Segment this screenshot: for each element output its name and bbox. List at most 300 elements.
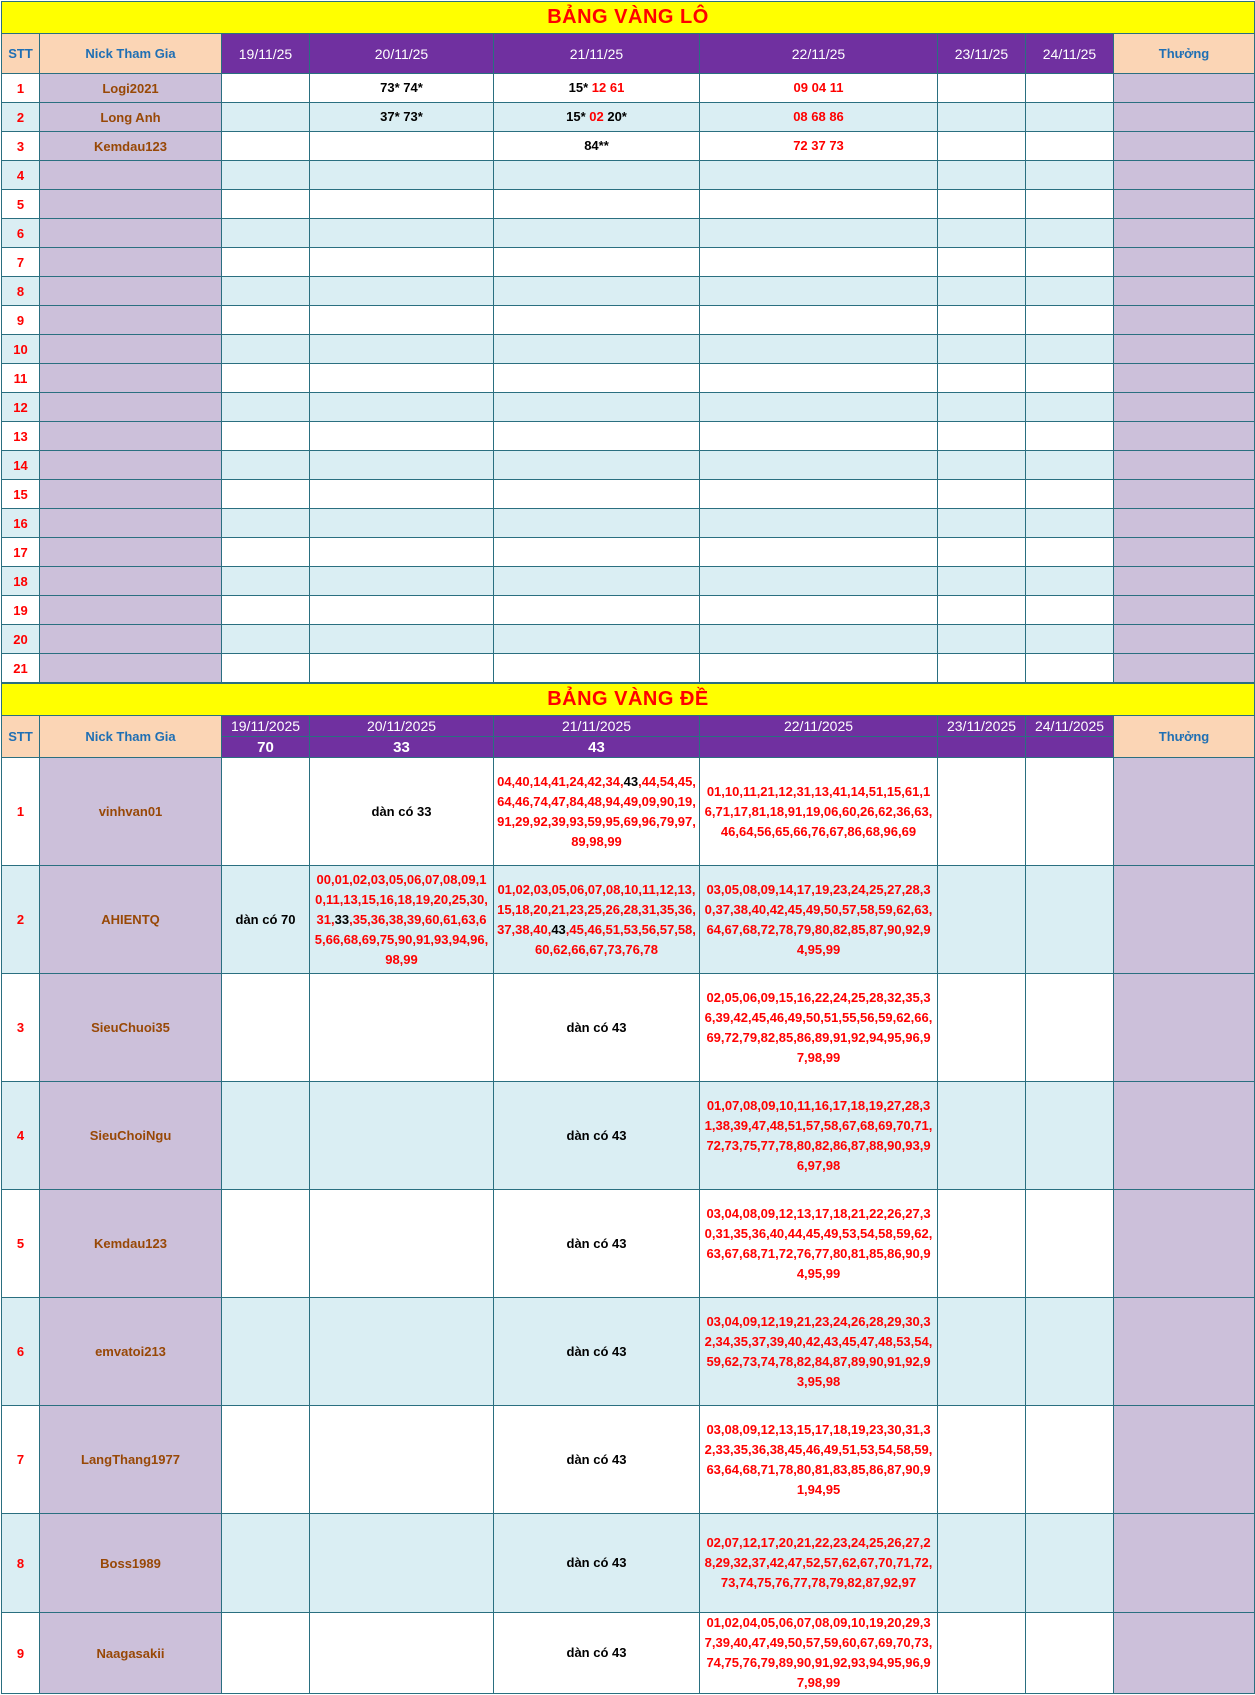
date-cell: [700, 451, 938, 480]
cell-text: 03,04,09,12,19,21,23,24,26,28,29,30,32,34,35,37,39,40,42,43,45,47,48,53,54,59,62,73,74,78,82,84,87,89,90,91,92,93,95,98: [704, 1313, 933, 1389]
row-thuong: [1114, 335, 1255, 364]
row-stt: 4: [2, 1082, 40, 1190]
row-thuong: [1114, 219, 1255, 248]
row-stt: 13: [2, 422, 40, 451]
de-header-nick: Nick Tham Gia: [40, 716, 222, 758]
row-nick: [40, 393, 222, 422]
date-cell: [938, 625, 1026, 654]
row-thuong: [1114, 480, 1255, 509]
date-cell: [222, 480, 310, 509]
lo-header-thuong: Thưởng: [1114, 34, 1255, 74]
row-thuong: [1114, 538, 1255, 567]
date-cell: [938, 364, 1026, 393]
date-cell: [222, 74, 310, 103]
lo-header-stt: STT: [2, 34, 40, 74]
de-result-cell: 33: [310, 737, 494, 758]
date-cell: [494, 161, 700, 190]
date-cell: [1026, 625, 1114, 654]
date-cell: [700, 1082, 938, 1190]
table-row: [2, 509, 1255, 538]
row-nick: [40, 190, 222, 219]
date-cell: [494, 422, 700, 451]
date-cell: [310, 1406, 494, 1514]
table-row: [2, 1514, 1255, 1613]
row-thuong: [1114, 1613, 1255, 1694]
date-cell: [1026, 132, 1114, 161]
row-nick: [40, 248, 222, 277]
lo-header-date: 20/11/25: [310, 34, 494, 74]
cell-text: 03,08,09,12,13,15,17,18,19,23,30,31,32,33,35,36,38,45,46,49,51,53,54,58,59,63,64,68,71,78,80,81,83,85,86,87,90,91,94,95: [704, 1421, 933, 1497]
row-thuong: [1114, 1190, 1255, 1298]
row-nick: AHIENTQ: [40, 866, 222, 974]
cell-text: dàn có 43: [566, 1555, 627, 1570]
row-thuong: [1114, 758, 1255, 866]
row-nick: [40, 625, 222, 654]
table-row: [2, 219, 1255, 248]
date-cell: [222, 974, 310, 1082]
table-row: [2, 393, 1255, 422]
row-thuong: [1114, 974, 1255, 1082]
table-row: [2, 306, 1255, 335]
table-row: [2, 1298, 1255, 1406]
date-cell: [494, 974, 700, 1082]
date-cell: [700, 480, 938, 509]
cell-text: 09 04 11: [793, 80, 844, 95]
row-stt: 2: [2, 103, 40, 132]
row-thuong: [1114, 1406, 1255, 1514]
date-cell: [222, 509, 310, 538]
date-cell: [700, 1514, 938, 1613]
date-cell: [222, 335, 310, 364]
row-nick: SieuChoiNgu: [40, 1082, 222, 1190]
cell-text: dàn có 33: [371, 803, 432, 819]
cell-text: 02,05,06,09,15,16,22,24,25,28,32,35,36,39,42,45,46,49,50,51,55,56,59,62,66,69,72,79,82,85,86,89,91,92,94,95,96,97,98,99: [704, 989, 933, 1065]
table-row: [2, 480, 1255, 509]
date-cell: [938, 1613, 1026, 1694]
row-stt: 15: [2, 480, 40, 509]
date-cell: [700, 335, 938, 364]
table-row: [2, 1406, 1255, 1514]
date-cell: [700, 974, 938, 1082]
row-thuong: [1114, 509, 1255, 538]
date-cell: [310, 866, 494, 974]
date-cell: [310, 103, 494, 132]
table-row: [2, 1613, 1255, 1694]
lo-header-date: 19/11/25: [222, 34, 310, 74]
date-cell: [310, 161, 494, 190]
date-cell: [222, 422, 310, 451]
row-thuong: [1114, 1082, 1255, 1190]
row-thuong: [1114, 866, 1255, 974]
de-header-date: 19/11/2025: [222, 716, 310, 737]
date-cell: [222, 1613, 310, 1694]
row-stt: 3: [2, 974, 40, 1082]
row-thuong: [1114, 306, 1255, 335]
cell-text: 43: [551, 921, 566, 937]
date-cell: [1026, 567, 1114, 596]
date-cell: [1026, 161, 1114, 190]
date-cell: [700, 1298, 938, 1406]
table-row: [2, 74, 1255, 103]
row-stt: 14: [2, 451, 40, 480]
date-cell: [700, 654, 938, 683]
date-cell: [494, 654, 700, 683]
date-cell: [222, 277, 310, 306]
date-cell: [938, 422, 1026, 451]
cell-text: 01,10,11,21,12,31,13,41,14,51,15,61,16,71,17,81,18,91,19,06,60,26,62,36,63,46,64,56,65,66,76,67,86,68,96,69: [704, 783, 933, 839]
date-cell: [494, 1613, 700, 1694]
date-cell: [938, 654, 1026, 683]
date-cell: [1026, 393, 1114, 422]
table-row: [2, 866, 1255, 974]
date-cell: [310, 219, 494, 248]
row-thuong: [1114, 248, 1255, 277]
lo-header-date: 22/11/25: [700, 34, 938, 74]
row-thuong: [1114, 132, 1255, 161]
date-cell: [938, 1514, 1026, 1613]
date-cell: [310, 190, 494, 219]
date-cell: [700, 132, 938, 161]
cell-text: dàn có 43: [566, 1343, 627, 1359]
date-cell: [938, 538, 1026, 567]
de-header-date: 20/11/2025: [310, 716, 494, 737]
date-cell: [494, 1514, 700, 1613]
date-cell: [938, 74, 1026, 103]
date-cell: [494, 480, 700, 509]
row-thuong: [1114, 277, 1255, 306]
date-cell: [1026, 335, 1114, 364]
date-cell: [1026, 74, 1114, 103]
date-cell: [494, 758, 700, 866]
date-cell: [310, 364, 494, 393]
table-row: [2, 654, 1255, 683]
row-stt: 16: [2, 509, 40, 538]
date-cell: [222, 364, 310, 393]
date-cell: [494, 1190, 700, 1298]
row-nick: [40, 509, 222, 538]
date-cell: [310, 248, 494, 277]
cell-text: 03,05,08,09,14,17,19,23,24,25,27,28,30,37,38,40,42,45,49,50,57,58,59,62,63,64,67,68,72,78,79,80,82,85,87,90,92,94,95,99: [704, 881, 933, 957]
de-header-date: 22/11/2025: [700, 716, 938, 737]
date-cell: [494, 306, 700, 335]
date-cell: [1026, 1406, 1114, 1514]
row-thuong: [1114, 451, 1255, 480]
table-row: [2, 1082, 1255, 1190]
date-cell: [222, 596, 310, 625]
row-stt: 5: [2, 1190, 40, 1298]
date-cell: [222, 306, 310, 335]
lo-title: BẢNG VÀNG LÔ: [2, 2, 1255, 34]
date-cell: [700, 538, 938, 567]
row-nick: Kemdau123: [40, 1190, 222, 1298]
cell-text: 72 37 73: [793, 138, 844, 153]
date-cell: [938, 596, 1026, 625]
date-cell: [310, 1613, 494, 1694]
date-cell: [938, 974, 1026, 1082]
table-row: [2, 190, 1255, 219]
lo-header-date: 23/11/25: [938, 34, 1026, 74]
row-stt: 8: [2, 1514, 40, 1613]
row-thuong: [1114, 364, 1255, 393]
date-cell: [310, 625, 494, 654]
date-cell: [494, 219, 700, 248]
date-cell: [700, 219, 938, 248]
date-cell: [494, 364, 700, 393]
date-cell: [222, 1298, 310, 1406]
date-cell: [1026, 974, 1114, 1082]
date-cell: [222, 1190, 310, 1298]
date-cell: [938, 190, 1026, 219]
de-title: BẢNG VÀNG ĐỀ: [2, 684, 1255, 716]
date-cell: [222, 567, 310, 596]
date-cell: [700, 1406, 938, 1514]
date-cell: [938, 451, 1026, 480]
date-cell: [310, 1082, 494, 1190]
date-cell: [1026, 422, 1114, 451]
table-row: [2, 625, 1255, 654]
date-cell: [938, 248, 1026, 277]
date-cell: [222, 161, 310, 190]
date-cell: [938, 132, 1026, 161]
cell-text: dàn có 43: [566, 1645, 627, 1660]
de-header-date: 23/11/2025: [938, 716, 1026, 737]
de-header-date: 24/11/2025: [1026, 716, 1114, 737]
date-cell: [494, 277, 700, 306]
date-cell: [222, 451, 310, 480]
date-cell: [1026, 1613, 1114, 1694]
cell-text: 43: [623, 773, 639, 789]
date-cell: [494, 625, 700, 654]
row-stt: 18: [2, 567, 40, 596]
date-cell: [938, 103, 1026, 132]
date-cell: [310, 567, 494, 596]
date-cell: [494, 1406, 700, 1514]
date-cell: [494, 248, 700, 277]
row-nick: [40, 596, 222, 625]
row-stt: 17: [2, 538, 40, 567]
row-thuong: [1114, 1298, 1255, 1406]
row-thuong: [1114, 190, 1255, 219]
row-stt: 20: [2, 625, 40, 654]
date-cell: [1026, 1514, 1114, 1613]
cell-text: 15*: [566, 109, 590, 124]
bang-vang-lo-table: [1, 1, 1255, 683]
date-cell: [494, 393, 700, 422]
date-cell: [494, 74, 700, 103]
date-cell: [310, 509, 494, 538]
row-nick: [40, 161, 222, 190]
date-cell: [222, 190, 310, 219]
de-result-cell: [1026, 737, 1114, 758]
lo-header-nick: Nick Tham Gia: [40, 34, 222, 74]
date-cell: [700, 625, 938, 654]
date-cell: [1026, 866, 1114, 974]
row-stt: 9: [2, 306, 40, 335]
cell-text: dàn có 43: [566, 1235, 627, 1251]
date-cell: [310, 335, 494, 364]
date-cell: [938, 1406, 1026, 1514]
row-nick: Boss1989: [40, 1514, 222, 1613]
row-stt: 3: [2, 132, 40, 161]
date-cell: [494, 190, 700, 219]
row-stt: 7: [2, 248, 40, 277]
date-cell: [310, 1190, 494, 1298]
date-cell: [310, 277, 494, 306]
date-cell: [700, 190, 938, 219]
lo-header-date: 24/11/25: [1026, 34, 1114, 74]
table-row: [2, 277, 1255, 306]
date-cell: [1026, 306, 1114, 335]
table-row: [2, 451, 1255, 480]
date-cell: [700, 422, 938, 451]
date-cell: [1026, 654, 1114, 683]
row-nick: Naagasakii: [40, 1613, 222, 1694]
row-stt: 6: [2, 1298, 40, 1406]
lo-header-date: 21/11/25: [494, 34, 700, 74]
row-stt: 11: [2, 364, 40, 393]
date-cell: [1026, 248, 1114, 277]
date-cell: [700, 103, 938, 132]
cell-text: ,45,46,51,53,56,57,58,60,62,66,67,73,76,78: [535, 921, 696, 957]
date-cell: [700, 567, 938, 596]
date-cell: [938, 480, 1026, 509]
date-cell: [700, 758, 938, 866]
cell-text: 04,40,14,41,24,42,34,: [497, 773, 624, 789]
table-row: [2, 538, 1255, 567]
date-cell: [222, 758, 310, 866]
date-cell: [222, 393, 310, 422]
table-row: [2, 335, 1255, 364]
date-cell: [938, 393, 1026, 422]
row-stt: 1: [2, 74, 40, 103]
row-nick: [40, 567, 222, 596]
row-thuong: [1114, 74, 1255, 103]
date-cell: [938, 161, 1026, 190]
row-nick: SieuChuoi35: [40, 974, 222, 1082]
table-row: [2, 567, 1255, 596]
table-row: [2, 974, 1255, 1082]
row-stt: 2: [2, 866, 40, 974]
cell-text: dàn có 43: [566, 1127, 627, 1143]
date-cell: [222, 538, 310, 567]
date-cell: [310, 74, 494, 103]
date-cell: [494, 538, 700, 567]
date-cell: [700, 364, 938, 393]
date-cell: [494, 866, 700, 974]
row-nick: [40, 277, 222, 306]
cell-text: 37* 73*: [380, 109, 423, 124]
date-cell: [310, 974, 494, 1082]
cell-text: 03,04,08,09,12,13,17,18,21,22,26,27,30,31,35,36,40,44,45,49,53,54,58,59,62,63,67,68,71,72,76,77,80,81,85,86,90,94,95,99: [704, 1205, 933, 1281]
date-cell: [222, 625, 310, 654]
date-cell: [494, 451, 700, 480]
date-cell: [222, 1514, 310, 1613]
date-cell: [938, 335, 1026, 364]
row-stt: 8: [2, 277, 40, 306]
row-stt: 9: [2, 1613, 40, 1694]
date-cell: [1026, 277, 1114, 306]
date-cell: [310, 422, 494, 451]
row-thuong: [1114, 567, 1255, 596]
table-row: [2, 161, 1255, 190]
row-stt: 1: [2, 758, 40, 866]
cell-text: 01,02,04,05,06,07,08,09,10,19,20,29,37,39,40,47,49,50,57,59,60,67,69,70,73,74,75,76,79,89,90,91,92,93,94,95,96,97,98,99: [704, 1615, 933, 1690]
table-row: [2, 364, 1255, 393]
date-cell: [1026, 509, 1114, 538]
date-cell: [1026, 219, 1114, 248]
row-nick: [40, 451, 222, 480]
table-row: [2, 758, 1255, 866]
row-nick: Logi2021: [40, 74, 222, 103]
row-nick: LangThang1977: [40, 1406, 222, 1514]
row-nick: Long Anh: [40, 103, 222, 132]
table-row: [2, 132, 1255, 161]
cell-text: 15*: [568, 80, 592, 95]
table-row: [2, 103, 1255, 132]
date-cell: [1026, 1082, 1114, 1190]
de-header-date: 21/11/2025: [494, 716, 700, 737]
date-cell: [938, 1298, 1026, 1406]
cell-text: 02,07,12,17,20,21,22,23,24,25,26,27,28,29,32,37,42,47,52,57,62,67,70,71,72,73,74,75,76,77,78,79,82,87,92,97: [704, 1535, 933, 1590]
date-cell: [494, 567, 700, 596]
date-cell: [494, 596, 700, 625]
cell-text: dàn có 70: [235, 911, 296, 927]
de-result-cell: [938, 737, 1026, 758]
cell-text: 33: [334, 911, 350, 927]
date-cell: [310, 480, 494, 509]
date-cell: [700, 74, 938, 103]
cell-text: 12 61: [591, 80, 625, 95]
row-nick: [40, 335, 222, 364]
date-cell: [310, 1514, 494, 1613]
date-cell: [938, 1190, 1026, 1298]
row-thuong: [1114, 1514, 1255, 1613]
row-nick: Kemdau123: [40, 132, 222, 161]
de-result-cell: 43: [494, 737, 700, 758]
row-stt: 10: [2, 335, 40, 364]
date-cell: [938, 1082, 1026, 1190]
date-cell: [310, 451, 494, 480]
cell-text: 02: [589, 109, 604, 124]
date-cell: [938, 509, 1026, 538]
row-thuong: [1114, 596, 1255, 625]
date-cell: [1026, 758, 1114, 866]
row-nick: [40, 480, 222, 509]
row-nick: [40, 422, 222, 451]
date-cell: [1026, 451, 1114, 480]
date-cell: [222, 248, 310, 277]
date-cell: [1026, 1298, 1114, 1406]
table-row: [2, 248, 1255, 277]
date-cell: [1026, 103, 1114, 132]
row-thuong: [1114, 625, 1255, 654]
date-cell: [494, 335, 700, 364]
date-cell: [222, 866, 310, 974]
date-cell: [938, 567, 1026, 596]
date-cell: [700, 509, 938, 538]
date-cell: [310, 538, 494, 567]
cell-text: 84**: [584, 138, 609, 153]
row-thuong: [1114, 654, 1255, 683]
date-cell: [1026, 596, 1114, 625]
date-cell: [494, 1082, 700, 1190]
date-cell: [700, 866, 938, 974]
row-nick: [40, 219, 222, 248]
table-row: [2, 596, 1255, 625]
row-stt: 21: [2, 654, 40, 683]
cell-text: ,44,54,45,64,46,74,47,84,48,94,49,09,90,19,91,29,92,39,93,59,95,69,96,79,97,89,98,99: [497, 773, 696, 849]
date-cell: [938, 306, 1026, 335]
